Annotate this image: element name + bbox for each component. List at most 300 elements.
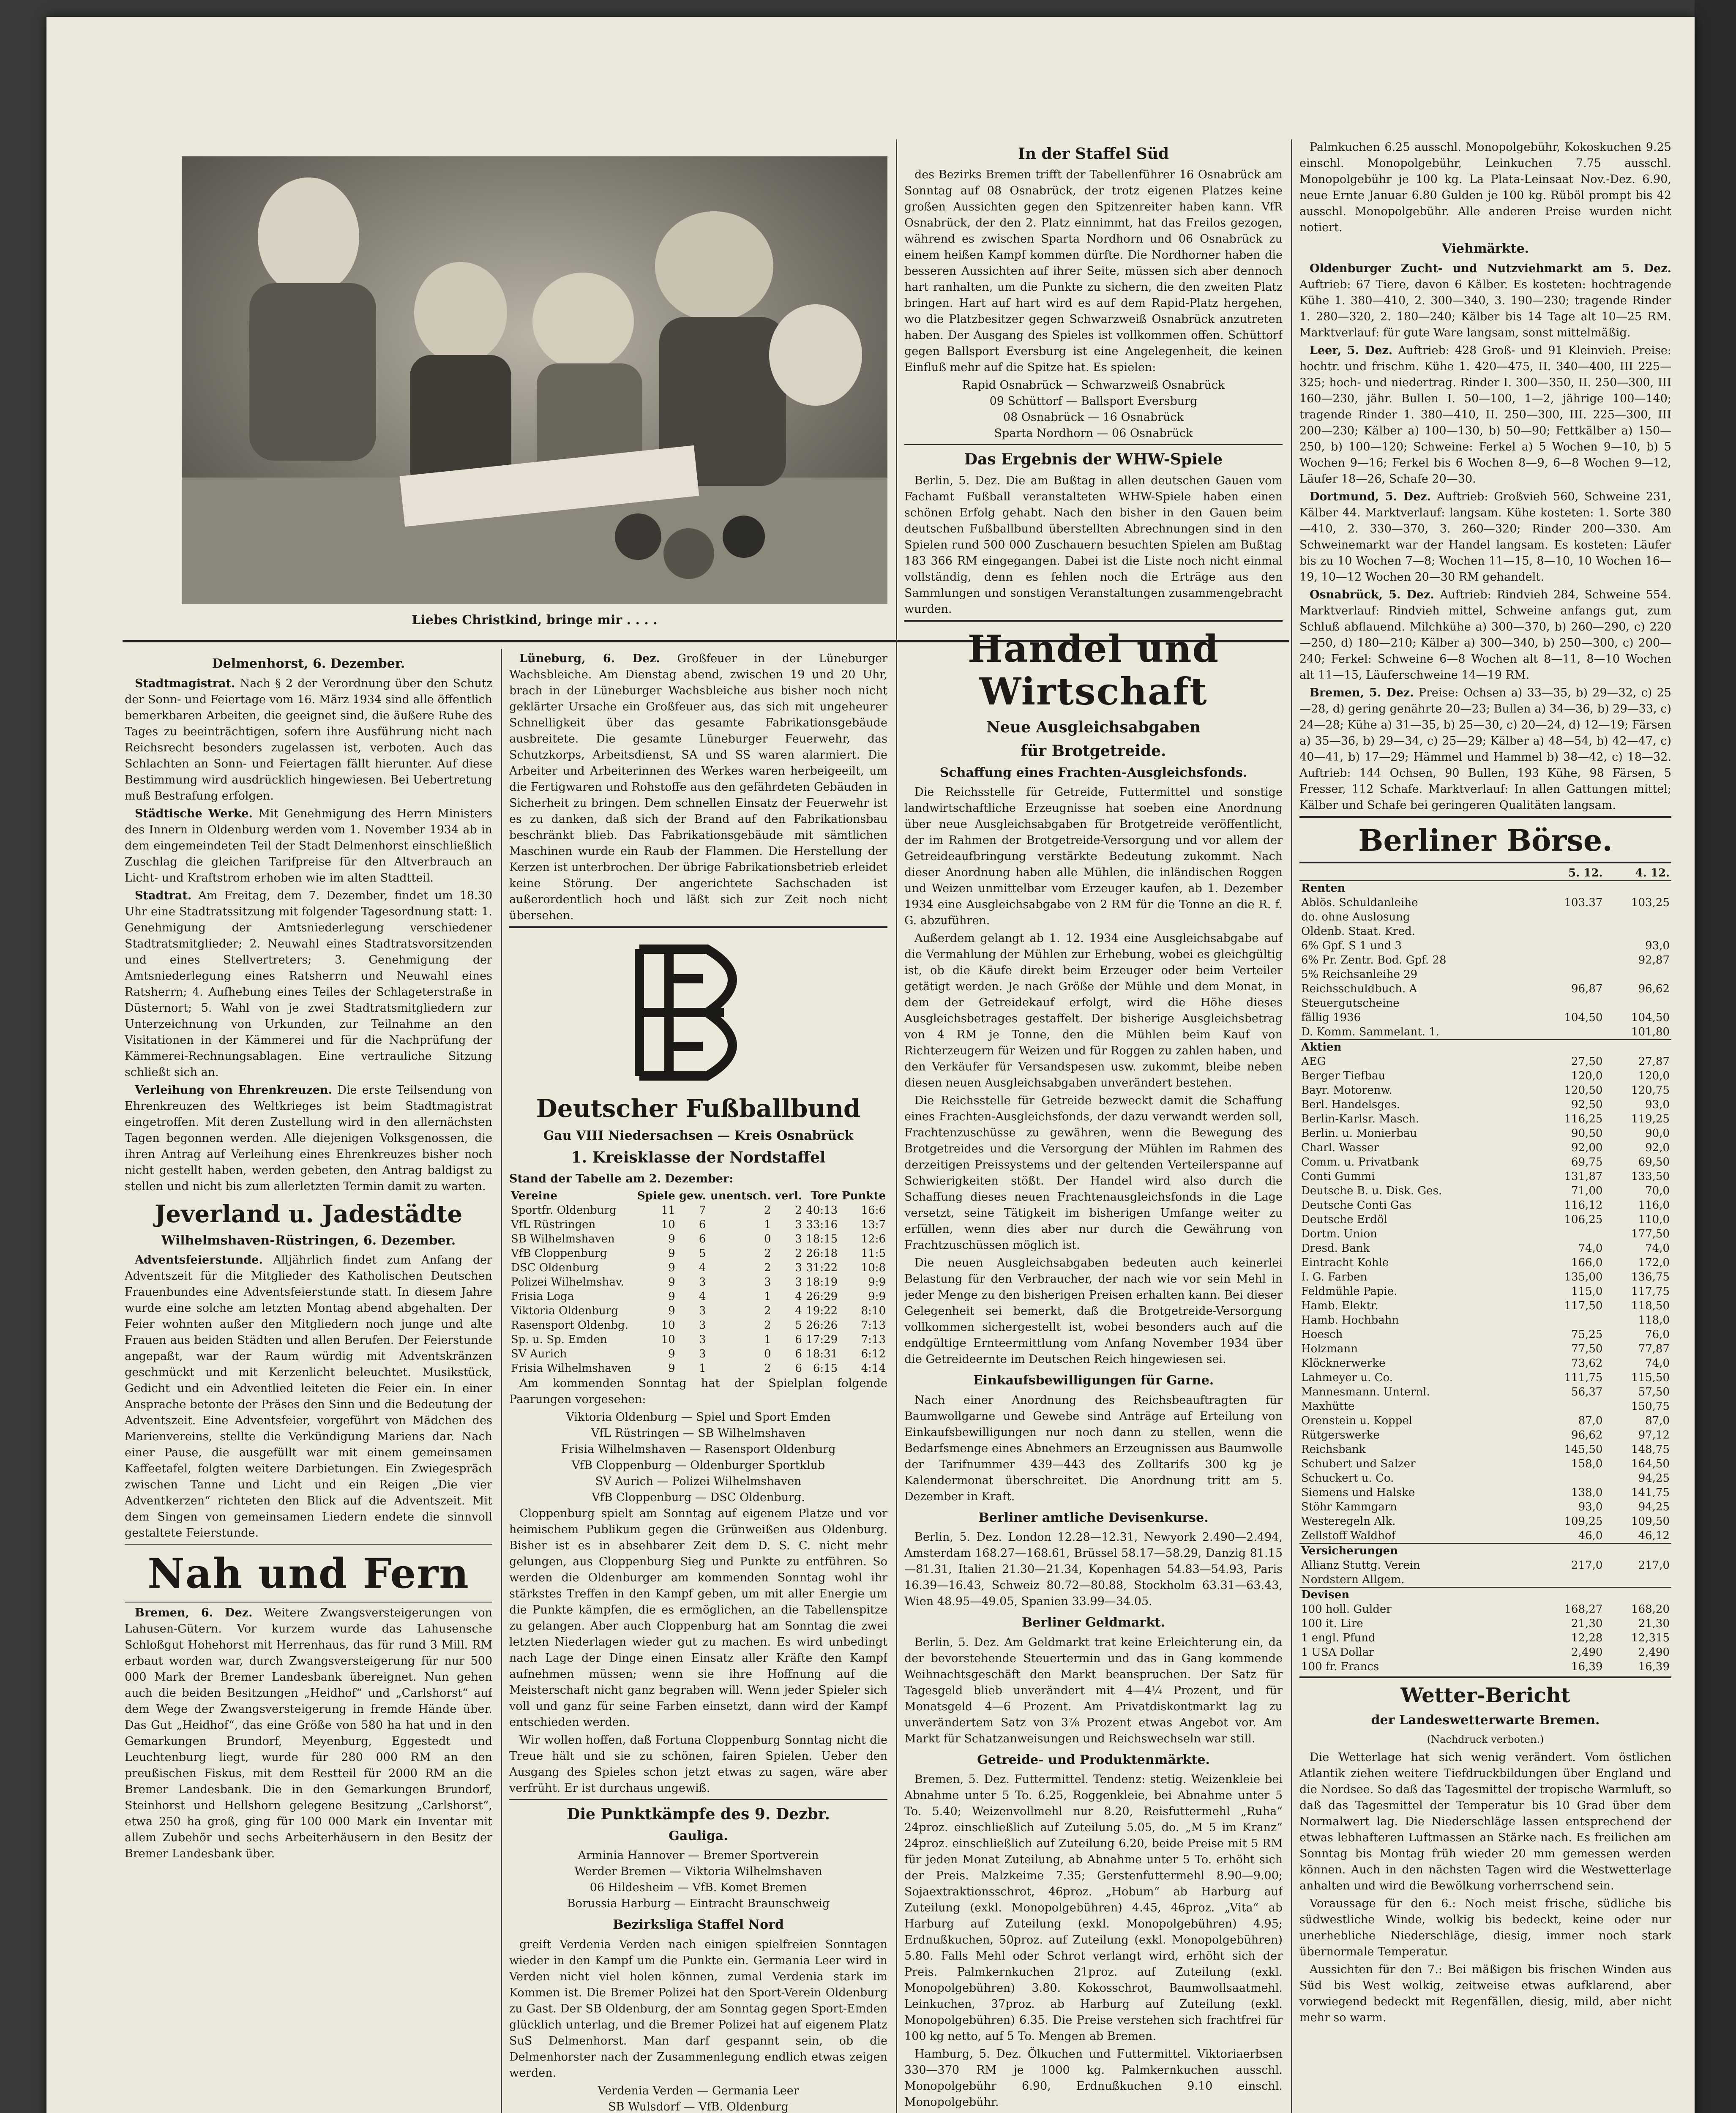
boerse-cell: Berl. Handelsges.: [1301, 1098, 1400, 1111]
boerse-cell: 94,25: [1638, 1501, 1670, 1513]
boerse-cell: 27,87: [1638, 1055, 1670, 1068]
table-cell: Sp. u. Sp. Emden: [511, 1333, 607, 1346]
table-cell: 7:13: [861, 1319, 886, 1332]
table-cell: 33:16: [806, 1218, 838, 1231]
boerse-row: [1299, 1227, 1671, 1241]
boerse-cell: 2,490: [1571, 1646, 1603, 1659]
boerse-cell: Steuergutscheine: [1301, 997, 1400, 1010]
boerse-row: [1299, 1572, 1671, 1587]
gauliga-label: Gauliga.: [669, 1828, 728, 1843]
boerse-row: [1299, 1558, 1671, 1572]
table-cell: 6: [795, 1362, 802, 1375]
pairing-line: Viktoria Oldenburg — Spiel und Sport Emden: [566, 1410, 831, 1424]
boerse-cell: [1537, 924, 1605, 939]
boerse-cell: 71,00: [1571, 1185, 1603, 1197]
table-cell: 18:15: [806, 1232, 838, 1245]
boerse-table: [1299, 866, 1671, 1674]
jeverland-heading: Jeverland u. Jadestädte: [154, 1200, 463, 1228]
boerse-cell: 116,12: [1564, 1199, 1603, 1212]
boerse-row: [1299, 996, 1671, 1010]
boerse-section-name: Renten: [1299, 881, 1671, 895]
table-row: [509, 1304, 887, 1318]
boerse-row: [1299, 1184, 1671, 1198]
boerse-cell: do. ohne Auslosung: [1301, 911, 1410, 923]
boerse-cell: 27,50: [1571, 1055, 1603, 1068]
market-head: Oldenburger Zucht- und Nutzviehmarkt am 5. Dez.: [1310, 262, 1671, 275]
boerse-cell: Deutsche B. u. Disk. Ges.: [1301, 1185, 1442, 1197]
boerse-section-row: [1299, 1587, 1671, 1602]
table-cell: Rasensport Oldenbg.: [511, 1319, 628, 1332]
boerse-cell: Berger Tiefbau: [1301, 1070, 1386, 1082]
article-lueneburg-fire: [509, 651, 887, 924]
devisenkurse-text: Berlin, 5. Dez. London 12.28—12.31, Newyork 2.490—2.494, Amsterdam 168.27—168.61, Brüssel 58.17—58.29, Danzig 81.15—81.31, Italien 21.30—21.34, Kopenhagen 54.83—54.93, Paris 16.39—16.43, Schweiz 80.72—80.88, Stockholm 63.31—63.43, Wien 48.95—49.05, Spanien 33.99—34.05.: [904, 1531, 1283, 1608]
boerse-cell: 168,27: [1564, 1603, 1603, 1616]
table-cell: 9: [668, 1275, 675, 1289]
boerse-cell: [1604, 996, 1671, 1010]
boerse-row: [1299, 1256, 1671, 1270]
boerse-row: [1299, 1010, 1671, 1025]
article-text: Weitere Zwangsversteigerungen von Lahusen-Gütern. Vor kurzem wurde das Lahusensche Schloßgut Hohehorst mit Herrenhaus, das für rund 3 Mill. RM erbaut worden war, durch Zwangsversteigerung für nur 500 000 Mark der Bremer Landesbank übereignet. Nun gehen auch die beiden Besitzungen „Heidhof“ und „Carlshorst“ auf dem Wege der Zwangsversteigerung in fremde Hände über. Das Gut „Heidhof“, das eine Größe von 580 ha hat und in den Gemarkungen Brundorf, Meyenburg, Eggestedt und Leuchtenburg liegt, wurde für 280 000 RM an den preußischen Fiskus, mit dem Restteil für 2000 RM an die Bremer Landesbank. Die in den Gemarkungen Brundorf, Steinhorst und Hellshorn gelegene Besitzung „Carlshorst“, etwa 250 ha groß, ging für 100 000 Mark ein Inventar mit allem Zubehör und sechs Arbeiterhäusern in den Besitz der Bremer Landesbank über.: [125, 1606, 492, 1860]
market-text: Auftrieb: Großvieh 560, Schweine 231, Kälber 44. Marktverlauf: langsam. Kühe kosteten: 1. Sorte 380—410, 2. 330—370, 3. 260—320; Rinder 200—330. Am Schweinemarkt war der Handel langsam. Es kosteten: Läufer bis zu 10 Wochen 7—8; Wochen 11—15, 8—10, 10 Wochen 16—19, 10—12 Wochen 20—30 RM gehandelt.: [1299, 490, 1671, 584]
table-row: [509, 1289, 887, 1304]
boerse-cell: Westeregeln Alk.: [1301, 1515, 1396, 1528]
table-cell: 0: [764, 1232, 771, 1245]
article-text: Großfeuer in der Lüneburger Wachsbleiche. Am Dienstag abend, zwischen 19 und 20 Uhr, brach in der Lüneburger Wachsbleiche aus bisher noch nicht geklärter Ursache ein Großfeuer aus, das sich mit ungeheurer Schnelligkeit über das gesamte Fabrikationsgebäude ausbreitete. Die gesamte Lüneburger Feuerwehr, das Schutzkorps, Arbeitsdienst, SA und SS waren alarmiert. Die Arbeiter und Arbeiterinnen des Werkes waren herbeigeeilt, um die Fertigwaren und Rohstoffe aus den gefährdeten Gebäuden in Sicherheit zu bringen. Dem schnellen Einsatz der Feuerwehr ist es zu danken, daß sich der Brand auf den Fabrikationsbau beschränkt blieb. Das Fabrikationsgebäude mit sämtlichen Maschinen wurde ein Raub der Flammen. Die Herstellung der Kerzen ist unterbrochen. Der übrige Fabrikationsbetrieb erleidet keine Störung. Der angerichtete Sachschaden ist außerordentlich hoch und läßt sich zur Zeit noch nicht übersehen.: [509, 652, 887, 922]
table-cell: 4: [699, 1261, 706, 1274]
market-report: [1299, 489, 1671, 585]
boerse-cell: 100 it. Lire: [1301, 1617, 1363, 1630]
boerse-cell: 92,50: [1571, 1098, 1603, 1111]
boerse-cell: 136,75: [1631, 1271, 1670, 1283]
table-cell: 9: [668, 1362, 675, 1375]
table-row: [509, 1203, 887, 1218]
boerse-section-name: Aktien: [1299, 1040, 1671, 1054]
boerse-cell: Allianz Stuttg. Verein: [1301, 1559, 1420, 1572]
boerse-cell: 73,62: [1571, 1357, 1603, 1370]
staffel-sued-heading: In der Staffel Süd: [1018, 145, 1169, 163]
boerse-cell: 138,0: [1571, 1486, 1603, 1499]
boerse-cell: [1537, 996, 1605, 1010]
boerse-cell: Hoesch: [1301, 1328, 1343, 1341]
table-cell: 9: [668, 1247, 675, 1260]
boerse-row: [1299, 1385, 1671, 1399]
table-cell: 2: [795, 1204, 802, 1217]
table-cell: 1: [699, 1362, 706, 1375]
table-cell: 7: [699, 1204, 706, 1217]
dfb-logo-icon: [622, 936, 775, 1089]
table-cell: 3: [795, 1261, 802, 1274]
column-rule-2: [896, 139, 897, 2113]
article-stadtmagistrat: [125, 676, 492, 804]
table-cell: VfL Rüstringen: [511, 1218, 596, 1231]
boerse-cell: D. Komm. Sammelant. 1.: [1301, 1026, 1440, 1038]
column-4: [1299, 139, 1671, 2113]
staffel-sued-pairings: [904, 377, 1283, 442]
boerse-cell: Bayr. Motorenw.: [1301, 1084, 1392, 1097]
article-bremen-zwangsversteigerung: [125, 1605, 492, 1862]
whw-heading: Das Ergebnis der WHW-Spiele: [964, 450, 1223, 469]
geldmarkt-text: Berlin, 5. Dez. Am Geldmarkt trat keine Erleichterung ein, da der bevorstehende Steuertermin und das in Gang kommende Weihnachtsgeschäft den Markt beanspruchen. Der Satz für Tagesgeld blieb unverändert mit 4—4¼ Prozent, und für Monatsgeld 4—6 Prozent. Am Privatdiskontmarkt lag zu unverändertem Satz von 3⅞ Prozent etwas Angebot vor. Am Markt für Schatzanweisungen und Reichswechseln war still.: [904, 1635, 1283, 1745]
boerse-cell: Berlin. u. Monierbau: [1301, 1127, 1417, 1140]
market-report: [1299, 685, 1671, 814]
pairing-line: Frisia Wilhelmshaven — Rasensport Oldenburg: [561, 1442, 836, 1456]
market-report: [1299, 587, 1671, 683]
boerse-cell: [1537, 953, 1605, 967]
boerse-cell: 141,75: [1631, 1486, 1670, 1499]
table-cell: 2: [764, 1362, 771, 1375]
pairings-list: [509, 1409, 887, 1506]
table-cell: VfB Cloppenburg: [511, 1247, 607, 1260]
photo-image: [182, 156, 887, 604]
boerse-cell: Mannesmann. Unternl.: [1301, 1386, 1430, 1398]
table-header-cell: Tore: [811, 1189, 838, 1202]
boerse-cell: 87,0: [1645, 1414, 1670, 1427]
boerse-cell: Siemens und Halske: [1301, 1486, 1415, 1499]
boerse-row: [1299, 1112, 1671, 1126]
boerse-cell: [1537, 910, 1605, 924]
boerse-row: [1299, 939, 1671, 953]
boerse-row: [1299, 982, 1671, 996]
column-1: [125, 651, 492, 2113]
table-cell: 3: [699, 1347, 706, 1360]
boerse-cell: [1604, 924, 1671, 939]
boerse-cell: 168,20: [1631, 1603, 1670, 1616]
boerse-cell: 74,0: [1578, 1242, 1603, 1255]
handel-text: Die Reichsstelle für Getreide, Futtermittel und sonstige landwirtschaftliche Erzeugnisse hat soeben eine Anordnung über neue Ausgleichsabgaben für Brotgetreide veröffentlicht, der im Rahmen der Brotgetreide-Versorgung und vor allem der Getreideaufbringung verstärkte Bedeutung zukommt. Nach dieser Anordnung haben alle Mühlen, die inländischen Roggen und Weizen unmittelbar vom Erzeuger kaufen, ab 1. Dezember 1934 eine Ausgleichsabgabe von 2 RM für die Tonne an die R. f. G. abzuführen.: [904, 786, 1283, 928]
boerse-cell: 120,0: [1638, 1070, 1670, 1082]
boerse-row: [1299, 1212, 1671, 1227]
table-header-cell: verl.: [775, 1189, 802, 1202]
table-cell: 10: [661, 1333, 675, 1346]
table-row: [509, 1246, 887, 1261]
article-stadtrat: [125, 888, 492, 1081]
pairing-line: SB Wulsdorf — VfB. Oldenburg: [608, 2100, 789, 2113]
boerse-row: [1299, 1370, 1671, 1385]
table-cell: 3: [699, 1319, 706, 1332]
divider: [509, 1799, 887, 1800]
divider: [904, 620, 1283, 622]
pairing-line: VfL Rüstringen — SB Wilhelmshaven: [591, 1426, 806, 1440]
table-row: [509, 1261, 887, 1275]
delmenhorst-dateline: Delmenhorst, 6. Dezember.: [212, 656, 405, 671]
boerse-cell: Rütgerswerke: [1301, 1429, 1380, 1441]
boerse-row: [1299, 910, 1671, 924]
boerse-cell: 115,0: [1571, 1285, 1603, 1298]
table-cell: 4:14: [861, 1362, 886, 1375]
table-row: [509, 1347, 887, 1361]
article-head: Bremen, 6. Dez.: [135, 1606, 253, 1619]
boerse-cell: 117,75: [1631, 1285, 1670, 1298]
boerse-cell: Orenstein u. Koppel: [1301, 1414, 1413, 1427]
boerse-cell: 70,0: [1645, 1185, 1670, 1197]
boerse-cell: 217,0: [1571, 1559, 1603, 1572]
boerse-cell: 12,28: [1571, 1632, 1603, 1644]
produktenmaerkte-text: Bremen, 5. Dez. Futtermittel. Tendenz: stetig. Weizenkleie bei Abnahme unter 5 To. 6.25, Roggenkleie, bei Abnahme unter 5 To. 5.40; Weizenvollmehl nur 8.20, Reisfuttermehl „Ruha“ 24proz. einschließlich auf Zuteilung 5.05, do. „M 5 im Kranz“ 24proz. einschließlich auf Zuteilung 6.20, beide Preise mit 5 RM für jeden Monat Zuteilung, ab Abnahme unter 5 To. erhöht sich der Preis. Malzkeime 7.35; Gerstenfuttermehl 8.90—9.00; Sojaextraktionsschrot, 46proz. „Hobum“ ab Harburg auf Zuteilung (exkl. Monopolgebühren) 4.45, 46proz. „Vita“ ab Harburg auf Zuteilung (exkl. Monopolgebühren) 4.95; Erdnußkuchen, 50proz. auf Zuteilung (exkl. Monopolgebühren) 5.80. Falls Mehl oder Schrot verlangt wird, erhöht sich der Preis. Palmkernkuchen 21proz. auf Zuteilung (exkl. Monopolgebühren) 3.80. Kokosschrot, Baumwollsaatmehl. Leinkuchen, 37proz. ab Harburg auf Zuteilung (exkl. Monopolgebühren) 6.35. Die Preise verstehen sich frachtfrei für 100 kg netto, auf 5 To. Mengen ab Bremen.: [904, 1773, 1283, 2043]
boerse-cell: 158,0: [1571, 1458, 1603, 1470]
boerse-row: [1299, 1284, 1671, 1299]
boerse-row: [1299, 1198, 1671, 1212]
column-3: [904, 139, 1283, 2113]
boerse-row: [1299, 1500, 1671, 1514]
boerse-cell: I. G. Farben: [1301, 1271, 1368, 1283]
table-cell: SV Aurich: [511, 1347, 567, 1360]
boerse-cell: fällig 1936: [1301, 1011, 1361, 1024]
boerse-cell: Reichsbank: [1301, 1443, 1366, 1456]
pairing-line: 09 Schüttorf — Ballsport Eversburg: [989, 395, 1198, 408]
table-cell: 11:5: [861, 1247, 886, 1260]
boerse-cell: 21,30: [1571, 1617, 1603, 1630]
staffel-sued-text: des Bezirks Bremen trifft der Tabellenführer 16 Osnabrück am Sonntag auf 08 Osnabrück, der trotz eigenen Platzes keine großen Aussichten gegen den Spitzenreiter haben kann. VfR Osnabrück, der den 2. Platz einnimmt, hat das Freilos gezogen, während es zwischen Sparta Nordhorn und 06 Osnabrück zu einem heißen Kampf kommen dürfte. Die Nordhorner haben die besseren Aussichten auf ihrer Seite, müssen sich aber dennoch hart ranhalten, um die Punkte zu sichern, die den zweiten Platz bringen. Hart auf hart wird es auf dem Rapid-Platz hergehen, wo die Platzbesitzer gegen Schwarzweiß Osnabrück anzutreten haben. Der Ausgang des Spieles ist vollkommen offen. Schüttorf gegen Ballsport Eversburg ist eine Angelegenheit, die keinen Einfluß mehr auf die Spitze hat. Es spielen:: [904, 168, 1283, 374]
boerse-row: [1299, 1616, 1671, 1631]
table-row: [509, 1332, 887, 1347]
jeverland-dateline: Wilhelmshaven-Rüstringen, 6. Dezember.: [161, 1233, 456, 1248]
boerse-row: [1299, 1399, 1671, 1414]
table-cell: Frisia Wilhelmshaven: [511, 1362, 631, 1375]
boerse-cell: 110,0: [1638, 1213, 1670, 1226]
boerse-cell: 117,50: [1564, 1299, 1603, 1312]
boerse-row: [1299, 1069, 1671, 1083]
boerse-cell: Dresd. Bank: [1301, 1242, 1370, 1255]
handel-heading: Handel und Wirtschaft: [967, 626, 1220, 713]
handel-subheading-1: Neue Ausgleichsabgaben: [986, 718, 1201, 737]
boerse-cell: [1537, 1025, 1605, 1040]
table-cell: 1: [764, 1218, 771, 1231]
geldmarkt-heading: Berliner Geldmarkt.: [1021, 1615, 1166, 1630]
pairing-line: Sparta Nordhorn — 06 Osnabrück: [994, 427, 1193, 440]
bezirksliga-text: greift Verdenia Verden nach einigen spielfreien Sonntagen wieder in den Kampf um die Punkte ein. Germania Leer wird in Verden nicht viel holen können, zumal Verdenia stark im Kommen ist. Die Bremer Polizei hat den Sport-Verein Oldenburg zu Gast. Der SB Oldenburg, der am Sonntag gegen Sport-Emden glücklich unterlag, und die Bremer Polizei hat auf eigenem Platz SuS Delmenhorst. Man darf gespannt sein, ob die Delmenhorster nach der Zusammenlegung endlich etwas zeigen werden.: [509, 1938, 887, 2080]
market-report: [1299, 343, 1671, 487]
boerse-cell: 90,50: [1571, 1127, 1603, 1140]
table-cell: SB Wilhelmshaven: [511, 1232, 615, 1245]
boerse-cell: 115,50: [1631, 1371, 1670, 1384]
boerse-row: [1299, 1514, 1671, 1529]
table-cell: 18:31: [806, 1347, 838, 1360]
handel-subheading-3: Schaffung eines Frachten-Ausgleichsfonds.: [939, 765, 1247, 780]
article-head: Verleihung von Ehrenkreuzen.: [135, 1083, 333, 1097]
boerse-cell: 94,25: [1638, 1472, 1670, 1485]
boerse-cell: 101,80: [1631, 1026, 1670, 1038]
table-cell: 10:8: [861, 1261, 886, 1274]
boerse-row: [1299, 967, 1671, 982]
article-adventsfeier: [125, 1252, 492, 1541]
viehmaerkte-heading: Viehmärkte.: [1441, 241, 1529, 256]
photo-caption: Liebes Christkind, bringe mir . . . .: [412, 613, 658, 628]
boerse-cell: 148,75: [1631, 1443, 1670, 1456]
boerse-cell: [1537, 1227, 1605, 1241]
boerse-row: [1299, 1155, 1671, 1169]
boerse-cell: [1537, 1313, 1605, 1327]
market-head: Osnabrück, 5. Dez.: [1310, 588, 1434, 601]
table-header-cell: Punkte: [842, 1189, 886, 1202]
table-cell: 8:10: [861, 1304, 886, 1317]
boerse-section-name: Versicherungen: [1299, 1543, 1671, 1558]
boerse-row: [1299, 1529, 1671, 1543]
pairing-intro: Am kommenden Sonntag hat der Spielplan folgende Paarungen vorgesehen:: [509, 1376, 887, 1406]
boerse-cell: 46,0: [1578, 1529, 1603, 1542]
boerse-cell: Schuckert u. Co.: [1301, 1472, 1394, 1485]
boerse-cell: 92,00: [1571, 1141, 1603, 1154]
boerse-row: [1299, 895, 1671, 910]
wetter-text: Die Wetterlage hat sich wenig verändert. Vom östlichen Atlantik ziehen weitere Tiefdruckbildungen über England und die Nordsee. So daß das Tagesmittel der tropische Warmluft, so daß das Tagesmittel der Temperatur bis 10 Grad über dem Normalwert lag. Die Niederschläge lassen entsprechend der etwas lebhafteren Luftmassen an Stärke nach. Es freilichen am Sonntag bis Montag früh wieder 20 mm gemessen werden können. Auch in den nächsten Tagen wird die Westwetterlage anhalten und wird die Bewölkung vorherrschend sein.: [1299, 1751, 1671, 1893]
boerse-cell: Schubert und Salzer: [1301, 1458, 1416, 1470]
boerse-cell: 77,87: [1638, 1343, 1670, 1355]
table-cell: 3: [699, 1304, 706, 1317]
garne-text: Nach einer Anordnung des Reichsbeauftragten für Baumwollgarne und Gewebe sind Anträge auf Erteilung von Einkaufsbewilligungen nur noch dann zu stellen, wenn die Bedarfsmenge eines Abnehmers an Erzeugnissen aus Baumwolle der Tarifnummer 439—443 des Zolltarifs 300 kg je Kalendermonat überschreitet. Die Anordnung tritt am 5. Dezember in Kraft.: [904, 1393, 1283, 1503]
boerse-row: [1299, 1356, 1671, 1370]
table-cell: 3: [764, 1275, 771, 1289]
pairing-line: Verdenia Verden — Germania Leer: [598, 2084, 799, 2097]
boerse-cell: 5% Reichsanleihe 29: [1301, 968, 1418, 981]
boerse-cell: 133,50: [1631, 1170, 1670, 1183]
boerse-row: [1299, 1097, 1671, 1112]
boerse-cell: [1604, 910, 1671, 924]
match-preview: Cloppenburg spielt am Sonntag auf eigenem Platze und vor heimischem Publikum gegen die Grünweißen aus Oldenburg. Bisher ist es in absehbarer Zeit dem D. S. C. nicht mehr gelungen, aus Cloppenburg Sieg und Punkte zu entführen. So werden die Oldenburger am kommenden Sonntag wohl ihr stärkstes Treffen in den Kampf geben, um mit aller Energie um die Punkte kämpfen, die es ermöglichen, an die Tabellenspitze zu gelangen. Aber auch Cloppenburg hat am Sonntag die zwei letzten Niederlagen wieder gut zu machen. Es wird unbedingt nach Lage der Dinge einen Einsatz aller Kräfte den Kampf aufnehmen müssen; wenn sie ihre Hoffnung auf die Meisterschaft nicht ganz begraben will. Wenn jeder Spieler sich voll und ganz für seine Farben einsetzt, dann wird der Kampf entschieden werden.: [509, 1507, 887, 1729]
boerse-cell: 87,0: [1578, 1414, 1603, 1427]
market-head: Bremen, 5. Dez.: [1310, 686, 1414, 699]
boerse-cell: 56,37: [1571, 1386, 1603, 1398]
boerse-cell: 164,50: [1631, 1458, 1670, 1470]
table-cell: 26:18: [806, 1247, 838, 1260]
oelkuchen-text: Palmkuchen 6.25 ausschl. Monopolgebühr, Kokoskuchen 9.25 einschl. Monopolgebühr, Leinkuchen 7.75 ausschl. Monopolgebühr je 100 kg. La Plata-Leinsaat Nov.-Dez. 6.90, neue Ernte Januar 6.80 Gulden je 100 kg. Rüböl prompt bis 42 ausschl. Monopolgebühr. Alle anderen Preise wurden nicht notiert.: [1299, 141, 1671, 234]
hamburg-text: Hamburg, 5. Dez. Ölkuchen und Futtermittel. Viktoriaerbsen 330—370 RM je 1000 kg. Palmkernkuchen ausschl. Monopolgebühr 6.90, Erdnußkuchen 9.10 einschl. Monopolgebühr.: [904, 2047, 1283, 2109]
table-cell: 16:6: [861, 1204, 886, 1217]
divider: [904, 444, 1283, 445]
pairing-line: 08 Osnabrück — 16 Osnabrück: [1003, 411, 1184, 424]
article-text: Alljährlich findet zum Anfang der Adventszeit für die Mitglieder des Katholischen Deutschen Frauenbundes eine Adventsfeierstunde statt. In diesem Jahre wurde eine solche am letzten Montag abend abgehalten. Der Feier wohnten außer den Mitgliedern noch junge und alte Frauen aus beiden Städten und allen Berufen. Der Feierstunde angepaßt, war der Raum würdig mit Adventskränzen geschmückt und mit Kerzenlicht beleuchtet. Musikstück, Gedicht und ein Adventlied leiteten die Feier ein. In einer Ansprache betonte der Präses den Sinn und die Bedeutung der Adventszeit. Eine Adventsfeier, vorgeführt von Mädchen des Marienvereins, stellte die Verkündigung Mariens dar. Nach einer Pause, die ausgefüllt war mit einem gemeinsamen Kaffeetafel, folgten weitere Darbietungen. Ein Zwiegespräch zwischen Tanne und Licht und ein Reigen „Die vier Adventkerzen“ richteten den Blick auf die Adventszeit. Mit dem Singen von gemeinsamen Liedern endete die sinnvoll gestaltete Feierstunde.: [125, 1253, 492, 1540]
table-cell: 3: [795, 1232, 802, 1245]
table-cell: 10: [661, 1218, 675, 1231]
boerse-cell: 1 USA Dollar: [1301, 1646, 1374, 1659]
table-cell: 2: [795, 1247, 802, 1260]
boerse-cell: 97,12: [1638, 1429, 1670, 1441]
scanner-background: [1695, 0, 1736, 2113]
table-cell: 3: [795, 1275, 802, 1289]
table-cell: 26:26: [806, 1319, 838, 1332]
boerse-cell: 217,0: [1638, 1559, 1670, 1572]
boerse-cell: 100 fr. Francs: [1301, 1660, 1379, 1673]
table-cell: 6: [795, 1347, 802, 1360]
boerse-cell: Reichsschuldbuch. A: [1301, 983, 1417, 995]
pairing-line: Werder Bremen — Viktoria Wilhelmshaven: [574, 1865, 822, 1878]
table-cell: 10: [661, 1319, 675, 1332]
boerse-row: [1299, 1342, 1671, 1356]
table-cell: 17:29: [806, 1333, 838, 1346]
boerse-row: [1299, 1414, 1671, 1428]
boerse-cell: 106,25: [1564, 1213, 1603, 1226]
boerse-cell: 119,25: [1631, 1113, 1670, 1125]
table-cell: 4: [795, 1304, 802, 1317]
boerse-cell: Feldmühle Papie.: [1301, 1285, 1398, 1298]
table-cell: 7:13: [861, 1333, 886, 1346]
table-cell: 3: [795, 1218, 802, 1231]
boerse-cell: 120,75: [1631, 1084, 1670, 1097]
table-cell: 2: [764, 1204, 771, 1217]
viehmaerkte-list: [1299, 261, 1671, 814]
wetter-note: (Nachdruck verboten.): [1427, 1733, 1544, 1745]
table-cell: 2: [764, 1319, 771, 1332]
boerse-row: [1299, 1660, 1671, 1674]
boerse-cell: Eintracht Kohle: [1301, 1256, 1389, 1269]
boerse-cell: [1537, 967, 1605, 982]
boerse-row: [1299, 1054, 1671, 1069]
boerse-cell: 109,50: [1631, 1515, 1670, 1528]
article-staedtische-werke: [125, 806, 492, 886]
article-head: Adventsfeierstunde.: [135, 1253, 263, 1267]
boerse-cell: 103,25: [1631, 896, 1670, 909]
boerse-row: [1299, 1485, 1671, 1500]
boerse-cell: 120,50: [1564, 1084, 1603, 1097]
boerse-cell: Conti Gummi: [1301, 1170, 1375, 1183]
article-head: Städtische Werke.: [135, 807, 253, 820]
market-report: [1299, 261, 1671, 341]
boerse-row: [1299, 1471, 1671, 1485]
boerse-cell: 46,12: [1638, 1529, 1670, 1542]
wetter-subheading: der Landeswetterwarte Bremen.: [1371, 1713, 1600, 1728]
boerse-cell: 6% Gpf. S 1 und 3: [1301, 939, 1402, 952]
table-cell: 11: [661, 1204, 675, 1217]
boerse-cell: AEG: [1301, 1055, 1326, 1068]
pairing-line: Rapid Osnabrück — Schwarzweiß Osnabrück: [962, 379, 1225, 392]
table-cell: 12:6: [861, 1232, 886, 1245]
boerse-cell: 96,62: [1638, 983, 1670, 995]
handel-text-2: Außerdem gelangt ab 1. 12. 1934 eine Ausgleichsabgabe auf die Vermahlung der Mühlen zur Erhebung, wobei es gleichgültig ist, ob die Käufe direkt beim Erzeuger oder beim Verteiler getätigt werden. Je nach Größe der Mühle und dem Monat, in dem der Getreidekauf erfolgt, wird die Höhe dieses Ausgleichsbetrages gestaffelt. Der bisherige Ausgleichsbetrag von 4 RM je Tonne, den die Mühlen beim Kauf von Richterzeugern für Weizen und für Roggen zu zahlen haben, und den Verkäufer für Versandspesen usw. zukommt, bleibe neben diesen neuen Ausgleichsabgaben unverändert bestehen.: [904, 932, 1283, 1090]
league-table-header: [509, 1189, 887, 1203]
boerse-cell: 177,50: [1631, 1228, 1670, 1240]
table-cell: 1: [764, 1290, 771, 1303]
boerse-row: [1299, 1141, 1671, 1155]
column-rule-1: [501, 649, 502, 2113]
boerse-row: [1299, 1457, 1671, 1471]
table-cell: 9: [668, 1261, 675, 1274]
boerse-cell: Hamb. Elektr.: [1301, 1299, 1378, 1312]
boerse-header-cell: 4. 12.: [1635, 867, 1670, 879]
produktenmaerkte-heading: Getreide- und Produktenmärkte.: [977, 1752, 1210, 1767]
boerse-cell: 74,0: [1645, 1242, 1670, 1255]
boerse-row: [1299, 1126, 1671, 1141]
boerse-cell: Klöcknerwerke: [1301, 1357, 1386, 1370]
wetter-forecast-2: Aussichten für den 7.: Bei mäßigen bis frischen Winden aus Süd bis West wolkig, zeitweise etwas aufklarend, aber vorwiegend bedeckt mit Regenfällen, diesig, mild, aber nicht mehr so warm.: [1299, 1963, 1671, 2025]
boerse-row: [1299, 953, 1671, 967]
table-row: [509, 1232, 887, 1246]
boerse-cell: Zellstoff Waldhof: [1301, 1529, 1396, 1542]
boerse-cell: 150,75: [1631, 1400, 1670, 1413]
boerse-cell: 135,00: [1564, 1271, 1603, 1283]
boerse-cell: 100 holl. Gulder: [1301, 1603, 1392, 1616]
boerse-cell: 74,0: [1645, 1357, 1670, 1370]
boerse-row: [1299, 1428, 1671, 1442]
dfb-title: Deutscher Fußballbund: [536, 1094, 861, 1123]
boerse-cell: 172,0: [1638, 1256, 1670, 1269]
boerse-cell: 118,0: [1638, 1314, 1670, 1327]
boerse-row: [1299, 1645, 1671, 1660]
table-cell: Viktoria Oldenburg: [511, 1304, 618, 1317]
table-cell: 2: [764, 1247, 771, 1260]
table-row: [509, 1318, 887, 1332]
boerse-cell: Berlin-Karlsr. Masch.: [1301, 1113, 1419, 1125]
boerse-cell: 93,0: [1578, 1501, 1603, 1513]
table-header-cell: Vereine: [511, 1189, 557, 1202]
table-cell: DSC Oldenburg: [511, 1261, 599, 1274]
boerse-header-cell: [1299, 866, 1537, 881]
table-cell: 6: [699, 1232, 706, 1245]
boerse-row: [1299, 1169, 1671, 1184]
league-table: [509, 1189, 887, 1376]
boerse-cell: [1604, 967, 1671, 982]
boerse-cell: Comm. u. Privatbank: [1301, 1156, 1419, 1168]
boerse-cell: 69,75: [1571, 1156, 1603, 1168]
divider: [1299, 816, 1671, 818]
pairing-line: VfB Cloppenburg — Oldenburger Sportklub: [571, 1458, 825, 1472]
